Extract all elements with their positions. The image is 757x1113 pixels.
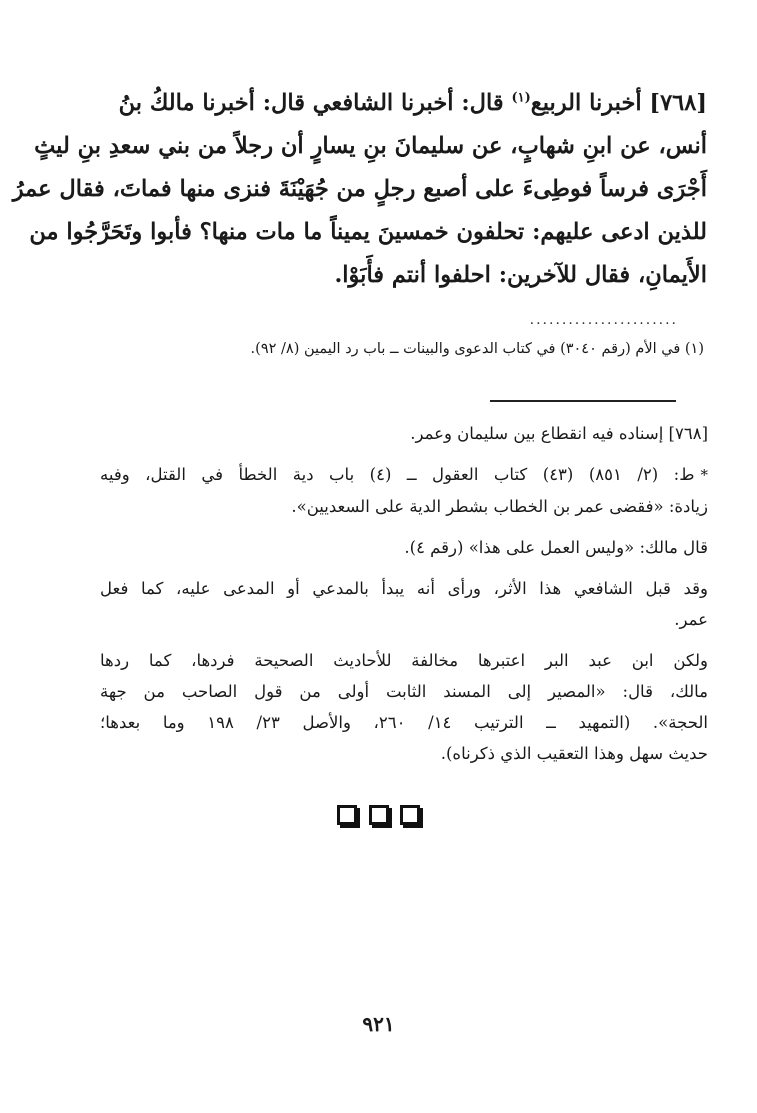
commentary-paragraph-2 xyxy=(100,459,708,522)
hadith-line-5: الأَيمانِ، فقال للآخرين: احلفوا أنتم فأَبَوْا. xyxy=(334,262,707,288)
shafii-note-line-1: وقد قبل الشافعي هذا الأثر، ورأى أنه يبدأ بالمدعي أو المدعى عليه، كما فعل xyxy=(100,579,708,598)
shafii-note-line-2: عمر. xyxy=(674,610,708,629)
hadith-number-and-narrator: [٧٦٨] أخبرنا الربيع xyxy=(530,90,707,116)
page-number: ٩٢١ xyxy=(362,1012,395,1036)
hadith-line-1 xyxy=(95,82,707,125)
ibn-abd-al-barr-line-4: حديث سهل وهذا التعقيب الذي ذكرناه). xyxy=(440,744,708,763)
ornament-square-icon xyxy=(369,805,389,825)
ornament-square-icon xyxy=(400,805,420,825)
source-reference-text: ط: (٢/ ٨٥١) (٤٣) كتاب العقول ــ (٤) باب دية الخطأ في القتل، وفيه xyxy=(100,465,695,484)
commentary-paragraph-3 xyxy=(100,532,708,563)
hadith-line-1-continued: قال: أخبرنا الشافعي قال: أخبرنا مالكُ بنُ xyxy=(118,90,512,116)
malik-quote: قال مالك: «وليس العمل على هذا» (رقم ٤). xyxy=(404,538,708,557)
hadith-line-3: أَجْرَى فرساً فوطِىءَ على أصبع رجلٍ من جُهَيْنَةَ فنزى منها فماتَ، فقال عمرُ xyxy=(12,176,707,202)
source-reference-line-1 xyxy=(100,459,708,491)
ibn-abd-al-barr-line-1: ولكن ابن عبد البر اعتبرها مخالفة للأحاديث الصحيحة فردها، كما ردها xyxy=(100,651,708,670)
ornament-square-icon xyxy=(337,805,357,825)
star-marker: * xyxy=(700,466,708,484)
commentary-paragraph-5 xyxy=(100,645,708,769)
isnad-note: [٧٦٨] إسناده فيه انقطاع بين سليمان وعمر. xyxy=(410,424,708,443)
hadith-text xyxy=(12,82,707,297)
hadith-line-4: للذين ادعى عليهم: تحلفون خمسينَ يميناً ما مات منها؟ فأبوا وتَحَرَّجُوا من xyxy=(29,219,707,245)
footnote-separator: ....................... xyxy=(529,312,678,328)
ibn-abd-al-barr-line-2: مالك، قال: «المصير إلى المسند الثابت أولى من قول الصاحب من جهة xyxy=(100,682,708,701)
section-end-ornament xyxy=(0,805,757,829)
commentary-section xyxy=(100,418,708,779)
commentary-paragraph-1 xyxy=(100,418,708,449)
ibn-abd-al-barr-line-3: الحجة». (التمهيد ــ الترتيب ١٤/ ٢٦٠، والأصل ٢٣/ ١٩٨ وما بعدها؛ xyxy=(100,713,708,732)
commentary-paragraph-4 xyxy=(100,573,708,635)
footnote-reference: (١) xyxy=(511,90,531,106)
hadith-line-2: أنس، عن ابنِ شهابٍ، عن سليمانَ بنِ يسارٍ أن رجلاً من بني سعدِ بنِ ليثٍ xyxy=(34,133,707,159)
footnote-text: (١) في الأم (رقم ٣٠٤٠) في كتاب الدعوى والبينات ــ باب رد اليمين (٨/ ٩٢). xyxy=(250,341,704,357)
commentary-divider xyxy=(490,400,676,402)
source-reference-line-2: زيادة: «فقضى عمر بن الخطاب بشطر الدية على السعديين». xyxy=(291,497,708,516)
